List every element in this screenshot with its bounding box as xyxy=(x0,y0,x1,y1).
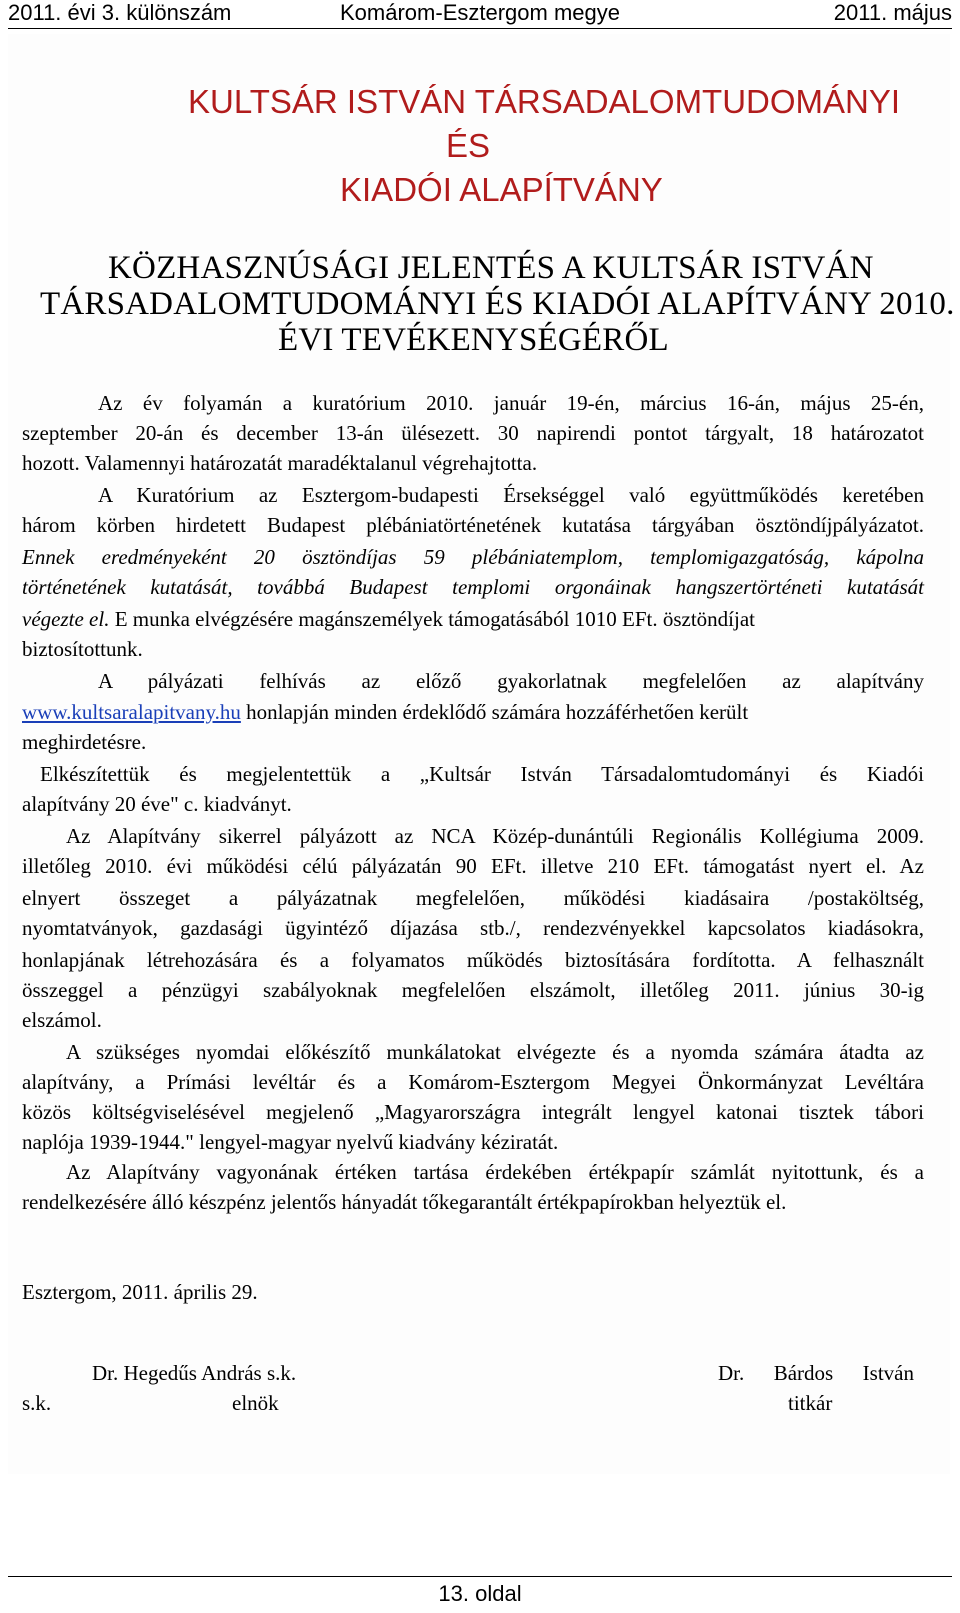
body-line: közös költségviselésével megjelenő „Magyarországra integrált lengyel katonai tisztek tábori xyxy=(22,1100,924,1124)
page-footer xyxy=(8,1576,952,1607)
page-number: 13. oldal xyxy=(438,1581,522,1606)
body-line-part: E munka elvégzésére magánszemélyek támogatásából 1010 EFt. ösztöndíjat xyxy=(114,607,755,631)
body-line-group xyxy=(22,605,924,633)
header-issue: 2011. évi 3. különszám xyxy=(8,0,232,25)
report-title-line1: KÖZHASZNÚSÁGI JELENTÉS A KULTSÁR ISTVÁN xyxy=(108,250,874,286)
body-line: szeptember 20-án és december 13-án ülésezett. 30 napirendi pontot tárgyalt, 18 határozatot xyxy=(22,421,924,445)
body-line: nyomtatványok, gazdasági ügyintéző díjazása stb./, rendezvényekkel kapcsolatos kiadásokra, xyxy=(22,916,924,940)
header-county: Komárom-Esztergom megye xyxy=(340,0,620,25)
body-line: történetének kutatását, továbbá Budapest templomi orgonáinak hangszertörténeti kutatását xyxy=(22,575,924,599)
organization-name-line2: ÉS xyxy=(446,127,491,164)
body-line: A szükséges nyomdai előkészítő munkálatokat elvégezte és a nyomda számára átadta az xyxy=(66,1040,924,1064)
page-header xyxy=(8,0,952,29)
body-line-group xyxy=(22,698,924,726)
body-line: meghirdetésre. xyxy=(22,730,147,754)
president-role: elnök xyxy=(232,1391,279,1415)
body-line: A pályázati felhívás az előző gyakorlatnak megfelelően az alapítvány xyxy=(98,669,924,693)
body-line-part: végezte el. xyxy=(22,607,110,631)
date-place: Esztergom, 2011. április 29. xyxy=(22,1280,258,1304)
body-line: alapítvány 20 éve" c. kiadványt. xyxy=(22,792,292,816)
website-link[interactable]: www.kultsaralapitvany.hu xyxy=(22,700,241,724)
secretary-role: titkár xyxy=(788,1391,833,1415)
organization-name-line1: KULTSÁR ISTVÁN TÁRSADALOMTUDOMÁNYI xyxy=(188,83,901,120)
body-line: Elkészítettük és megjelentettük a „Kultsár István Társadalomtudományi és Kiadói xyxy=(40,762,924,786)
body-line: biztosítottunk. xyxy=(22,637,143,661)
president-name: Dr. Hegedűs András s.k. xyxy=(92,1361,297,1385)
body-line-part: honlapján minden érdeklődő számára hozzáférhetően került xyxy=(246,700,749,724)
report-title-line2: TÁRSADALOMTUDOMÁNYI ÉS KIADÓI ALAPÍTVÁNY 2010. xyxy=(40,286,955,322)
body-line: honlapjának létrehozására és a folyamatos működés biztosítására fordította. A felhasznált xyxy=(22,948,924,972)
organization-name-line3: KIADÓI ALAPÍTVÁNY xyxy=(340,171,663,208)
body-line: Ennek eredményeként 20 ösztöndíjas 59 plébániatemplom, templomigazgatóság, kápolna xyxy=(22,545,924,569)
body-line: elnyert összeget a pályázatnak megfelelően, működési kiadásaira /postaköltség, xyxy=(22,886,924,910)
body-line: összeggel a pénzügyi szabályoknak megfelelően elszámolt, illetőleg 2011. június 30-ig xyxy=(22,978,924,1002)
body-line: Az Alapítvány vagyonának értéken tartása érdekében értékpapír számlát nyitottunk, és a xyxy=(66,1160,924,1184)
body-line: három körben hirdetett Budapest plébániatörténetének kutatása tárgyában ösztöndíjpályázatot. xyxy=(22,513,924,537)
header-date: 2011. május xyxy=(833,0,952,25)
body-line: A Kuratórium az Esztergom-budapesti Érsekséggel való együttműködés keretében xyxy=(98,483,924,507)
body-line: rendelkezésére álló készpénz jelentős hányadát tőkegarantált értékpapírokban helyeztük el. xyxy=(22,1190,787,1214)
secretary-sk-suffix: s.k. xyxy=(22,1391,52,1415)
body-line: illetőleg 2010. évi működési célú pályázatán 90 EFt. illetve 210 EFt. támogatást nyert el. Az xyxy=(22,854,924,878)
secretary-name: Dr. Bárdos István xyxy=(718,1361,914,1385)
body-line: Az Alapítvány sikerrel pályázott az NCA Közép-dunántúli Regionális Kollégiuma 2009. xyxy=(66,824,924,848)
body-line: hozott. Valamennyi határozatát maradéktalanul végrehajtotta. xyxy=(22,451,538,475)
body-line: Az év folyamán a kuratórium 2010. január 19-én, március 16-án, május 25-én, xyxy=(98,391,924,415)
body-line: elszámol. xyxy=(22,1008,102,1032)
body-line: naplója 1939-1944." lengyel-magyar nyelvű kiadvány kéziratát. xyxy=(22,1130,559,1154)
body-line: alapítvány, a Prímási levéltár és a Komárom-Esztergom Megyei Önkormányzat Levéltára xyxy=(22,1070,924,1094)
report-title-line3: ÉVI TEVÉKENYSÉGÉRŐL xyxy=(278,322,669,358)
scanned-document xyxy=(8,34,955,1474)
